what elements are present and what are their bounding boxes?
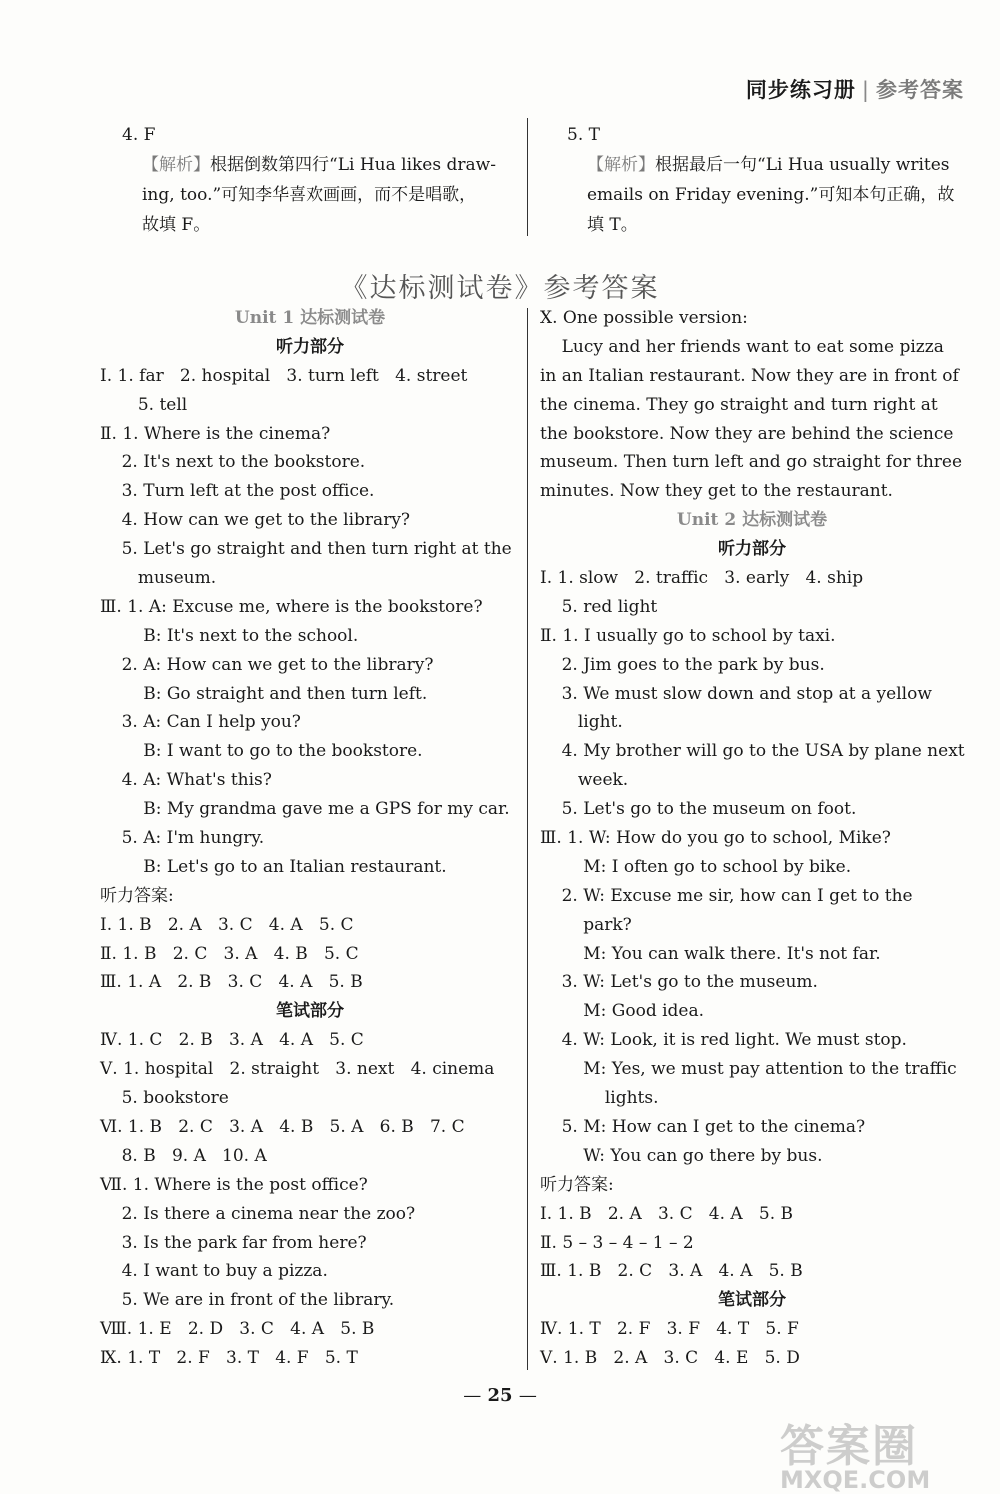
- answer-line: Ⅰ. 1. B 2. A 3. C 4. A 5. C: [100, 914, 354, 935]
- answer-line: Ⅰ. 1. far 2. hospital 3. turn left 4. street: [100, 365, 468, 386]
- top-column-divider: [527, 118, 528, 236]
- section-title: 《达标测试卷》参考答案: [340, 273, 660, 304]
- analysis-text: 【解析】根据最后一句“Li Hua usually writes: [587, 155, 950, 175]
- answer-line: B: My grandma gave me a GPS for my car.: [100, 799, 510, 820]
- answer-line: B: It's next to the school.: [100, 625, 359, 646]
- top-left-answer: [122, 120, 518, 240]
- answer-line: minutes. Now they get to the restaurant.: [540, 481, 893, 502]
- answer-line: 5. bookstore: [100, 1088, 229, 1109]
- page-header: [746, 74, 964, 104]
- answer-line: 2. Jim goes to the park by bus.: [540, 654, 825, 675]
- answer-line: 4. My brother will go to the USA by plane next: [540, 741, 965, 762]
- answer-line: 3. Turn left at the post office.: [100, 481, 375, 502]
- answer-line: 5. Let's go straight and then turn right at the: [100, 539, 512, 560]
- analysis-text: 【解析】根据倒数第四行“Li Hua likes draw-: [142, 155, 496, 175]
- answer-line: 3. We must slow down and stop at a yellow: [540, 683, 932, 704]
- answer-line: Ⅶ. 1. Where is the post office?: [100, 1174, 368, 1195]
- watermark-logo: [780, 1410, 980, 1494]
- answer-line: 4. How can we get to the library?: [100, 510, 411, 531]
- answer-line: M: You can walk there. It's not far.: [540, 943, 881, 964]
- answer-line: Ⅲ. 1. A: Excuse me, where is the bookstore?: [100, 596, 483, 617]
- answer-line: Ⅱ. 1. I usually go to school by taxi.: [540, 625, 836, 646]
- answer-line: Ⅳ. 1. C 2. B 3. A 4. A 5. C: [100, 1030, 364, 1051]
- answer-line: Ⅱ. 1. Where is the cinema?: [100, 423, 331, 444]
- analysis-text-line3: 故填 F。: [142, 215, 211, 235]
- page-dash-left: —: [463, 1385, 482, 1406]
- answer-line: 5. Let's go to the museum on foot.: [540, 799, 857, 820]
- answer-line: B: Go straight and then turn left.: [100, 683, 428, 704]
- unit-heading: Unit 1 达标测试卷: [234, 308, 386, 328]
- answer-line: 3. Is the park far from here?: [100, 1232, 367, 1253]
- page-number: [0, 1385, 1000, 1406]
- analysis-text-line3: 填 T。: [587, 215, 638, 235]
- answer-line: 听力答案:: [100, 885, 174, 906]
- answer-line: light.: [540, 712, 623, 733]
- answer-line: 5. A: I'm hungry.: [100, 828, 265, 849]
- answer-line: Ⅱ. 5 – 3 – 4 – 1 – 2: [540, 1232, 694, 1253]
- answer-line: M: I often go to school by bike.: [540, 856, 852, 877]
- answer-line: Ⅷ. 1. E 2. D 3. C 4. A 5. B: [100, 1319, 375, 1340]
- main-column-divider: [527, 308, 528, 1370]
- answer-line: 4. A: What's this?: [100, 770, 272, 791]
- answer-line: W: You can go there by bus.: [540, 1145, 823, 1166]
- page-number-value: 25: [487, 1385, 513, 1406]
- answer-line: Ⅳ. 1. T 2. F 3. F 4. T 5. F: [540, 1319, 799, 1340]
- right-column: [540, 304, 964, 1373]
- answer-line: M: Good idea.: [540, 1001, 705, 1022]
- answer-line: 5. We are in front of the library.: [100, 1290, 395, 1311]
- answer-line: 2. Is there a cinema near the zoo?: [100, 1203, 416, 1224]
- answer-line: 3. W: Let's go to the museum.: [540, 972, 818, 993]
- part-heading: 听力部分: [276, 336, 344, 357]
- left-column: [100, 304, 520, 1373]
- analysis-tag: 【解析】: [142, 155, 210, 175]
- analysis-text-line2: ing, too.”可知李华喜欢画画，而不是唱歌，: [142, 185, 477, 205]
- answer-line: 4. W: Look, it is red light. We must stop.: [540, 1030, 907, 1051]
- answer-line: 5. red light: [540, 596, 658, 617]
- answer-line: Ⅴ. 1. B 2. A 3. C 4. E 5. D: [540, 1348, 800, 1369]
- answer-number: 4. F: [122, 125, 156, 145]
- answer-line: B: I want to go to the bookstore.: [100, 741, 423, 762]
- answer-line: Ⅲ. 1. W: How do you go to school, Mike?: [540, 828, 891, 849]
- watermark-text: 答案圈: [780, 1421, 918, 1472]
- answer-line: museum. Then turn left and go straight for three: [540, 452, 963, 473]
- answer-line: museum.: [100, 568, 217, 589]
- answer-line: B: Let's go to an Italian restaurant.: [100, 856, 447, 877]
- watermark-url: MXQE.COM: [780, 1466, 931, 1494]
- answer-line: Ⅱ. 1. B 2. C 3. A 4. B 5. C: [100, 943, 359, 964]
- analysis-text-line2: emails on Friday evening.”可知本句正确，故: [587, 185, 955, 205]
- answer-line: park?: [540, 914, 632, 935]
- book-title: 同步练习册: [745, 78, 856, 102]
- header-separator: |: [861, 78, 870, 102]
- answer-line: 2. It's next to the bookstore.: [100, 452, 366, 473]
- page-dash-right: —: [518, 1385, 537, 1406]
- answer-line: in an Italian restaurant. Now they are in front of: [540, 365, 959, 386]
- answer-line: Ⅲ. 1. B 2. C 3. A 4. A 5. B: [540, 1261, 803, 1282]
- answer-line: 2. W: Excuse me sir, how can I get to the: [540, 885, 913, 906]
- answer-line: 听力答案:: [540, 1174, 614, 1195]
- answer-line: 5. M: How can I get to the cinema?: [540, 1116, 866, 1137]
- part-heading: 笔试部分: [718, 1290, 786, 1311]
- answer-line: 8. B 9. A 10. A: [100, 1145, 267, 1166]
- answer-line: Lucy and her friends want to eat some pizza: [540, 336, 944, 357]
- answer-line: lights.: [540, 1088, 659, 1109]
- top-right-answer: [567, 120, 967, 240]
- answer-line: the bookstore. Now they are behind the science: [540, 423, 954, 444]
- unit-heading: Unit 2 达标测试卷: [676, 510, 828, 531]
- answer-line: M: Yes, we must pay attention to the traffic: [540, 1059, 957, 1080]
- answer-line: Ⅲ. 1. A 2. B 3. C 4. A 5. B: [100, 972, 363, 993]
- answer-line: Ⅰ. 1. B 2. A 3. C 4. A 5. B: [540, 1203, 794, 1224]
- part-heading: 笔试部分: [276, 1001, 344, 1022]
- part-heading: 听力部分: [718, 539, 786, 560]
- analysis-tag: 【解析】: [587, 155, 655, 175]
- answer-line: Ⅰ. 1. slow 2. traffic 3. early 4. ship: [540, 568, 864, 589]
- answer-line: Ⅵ. 1. B 2. C 3. A 4. B 5. A 6. B 7. C: [100, 1116, 465, 1137]
- answer-number: 5. T: [567, 125, 600, 145]
- answer-line: 5. tell: [100, 394, 188, 415]
- answer-line: Ⅹ. One possible version:: [540, 308, 748, 328]
- answer-line: 2. A: How can we get to the library?: [100, 654, 434, 675]
- answer-line: 4. I want to buy a pizza.: [100, 1261, 328, 1282]
- answer-line: Ⅴ. 1. hospital 2. straight 3. next 4. cinema: [100, 1059, 495, 1080]
- answer-line: Ⅸ. 1. T 2. F 3. T 4. F 5. T: [100, 1348, 358, 1369]
- answer-line: the cinema. They go straight and turn right at: [540, 394, 938, 415]
- answer-line: 3. A: Can I help you?: [100, 712, 301, 733]
- answer-line: week.: [540, 770, 629, 791]
- header-subtitle: 参考答案: [876, 78, 964, 102]
